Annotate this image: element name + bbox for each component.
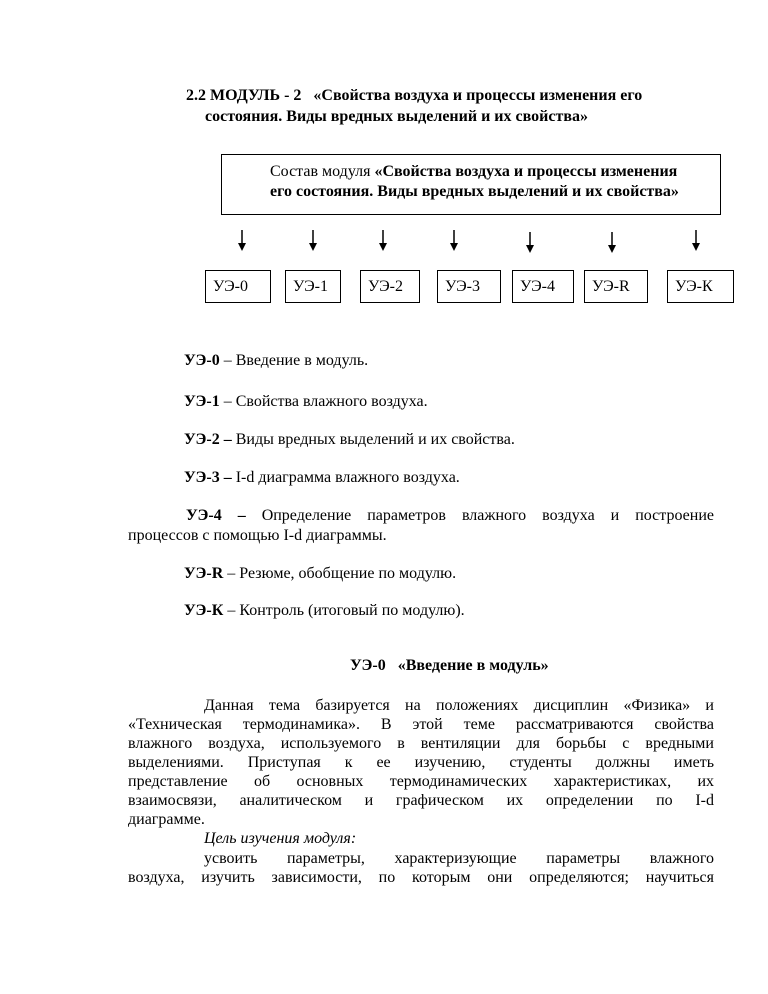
item-code: УЭ-R bbox=[184, 565, 224, 582]
composition-text bbox=[270, 162, 710, 202]
down-arrow-icon bbox=[524, 232, 536, 254]
item-code: УЭ-1 bbox=[184, 393, 220, 410]
item-text: – Контроль (итоговый по модулю). bbox=[223, 602, 465, 619]
list-item bbox=[184, 564, 456, 584]
list-item bbox=[184, 392, 428, 412]
paragraph-line: влажного воздуха, используемого в вентиляции для борьбы с вредными bbox=[128, 735, 714, 752]
ue-box: УЭ-3 bbox=[437, 270, 501, 303]
list-item bbox=[184, 601, 465, 621]
module-heading-line1: 2.2 МОДУЛЬ - 2 «Свойства воздуха и процессы изменения его bbox=[186, 87, 643, 104]
paragraph-line: воздуха, изучить зависимости, по которым они определяются; научиться bbox=[128, 869, 714, 886]
intro-paragraph bbox=[128, 696, 714, 829]
item-text: I-d диаграмма влажного воздуха. bbox=[231, 469, 460, 486]
ue-box: УЭ-0 bbox=[205, 270, 271, 303]
down-arrow-icon bbox=[236, 230, 248, 252]
paragraph-line: выделениями. Приступая к ее изучению, студенты должны иметь bbox=[128, 754, 714, 771]
item-code: УЭ-2 – bbox=[184, 431, 232, 448]
down-arrow-icon bbox=[448, 230, 460, 252]
paragraph-line: представление об основных термодинамических характеристиках, их bbox=[128, 773, 714, 790]
ue-box: УЭ-2 bbox=[360, 270, 420, 303]
ue-box: УЭ-1 bbox=[285, 270, 341, 303]
paragraph-line: Данная тема базируется на положениях дисциплин «Физика» и bbox=[204, 697, 714, 714]
list-item bbox=[184, 430, 515, 450]
module-composition-box bbox=[221, 154, 721, 215]
paragraph-line: взаимосвязи, аналитическом и графическом их определении по I-d bbox=[128, 792, 714, 809]
composition-title-line2: его состояния. Виды вредных выделений и их свойства» bbox=[270, 183, 679, 200]
down-arrow-icon bbox=[377, 230, 389, 252]
item-code: УЭ-4 – bbox=[186, 507, 246, 524]
list-item bbox=[128, 506, 714, 546]
goal-label: Цель изучения модуля: bbox=[204, 830, 357, 847]
composition-title-line1: «Свойства воздуха и процессы изменения bbox=[374, 163, 678, 180]
paragraph-line: диаграмме. bbox=[128, 811, 205, 828]
ue-box: УЭ-R bbox=[584, 270, 648, 303]
module-heading-line2: состояния. Виды вредных выделений и их свойства» bbox=[205, 108, 588, 125]
list-item bbox=[184, 351, 368, 371]
module-heading bbox=[186, 85, 726, 127]
item-code: УЭ-3 – bbox=[184, 469, 232, 486]
composition-prefix: Состав модуля bbox=[270, 163, 375, 180]
item-text: – Введение в модуль. bbox=[219, 352, 369, 369]
paragraph-line: «Техническая термодинамика». В этой теме рассматриваются свойства bbox=[128, 716, 714, 733]
item-text: – Резюме, обобщение по модулю. bbox=[223, 565, 457, 582]
item-text-continued: процессов с помощью I-d диаграммы. bbox=[128, 527, 387, 544]
goal-paragraph bbox=[128, 849, 714, 887]
ue-box: УЭ-4 bbox=[512, 270, 574, 303]
item-text: Виды вредных выделений и их свойства. bbox=[231, 431, 515, 448]
section-title: УЭ-0 «Введение в модуль» bbox=[350, 657, 549, 674]
item-text: Определение параметров влажного воздуха и построение bbox=[245, 507, 714, 524]
ue-box: УЭ-К bbox=[667, 270, 734, 303]
paragraph-line: усвоить параметры, характеризующие параметры влажного bbox=[204, 850, 714, 867]
item-text: – Свойства влажного воздуха. bbox=[219, 393, 428, 410]
item-code: УЭ-0 bbox=[184, 352, 220, 369]
item-code: УЭ-К bbox=[184, 602, 224, 619]
down-arrow-icon bbox=[606, 232, 618, 254]
list-item bbox=[184, 468, 460, 488]
down-arrow-icon bbox=[307, 230, 319, 252]
down-arrow-icon bbox=[690, 230, 702, 252]
